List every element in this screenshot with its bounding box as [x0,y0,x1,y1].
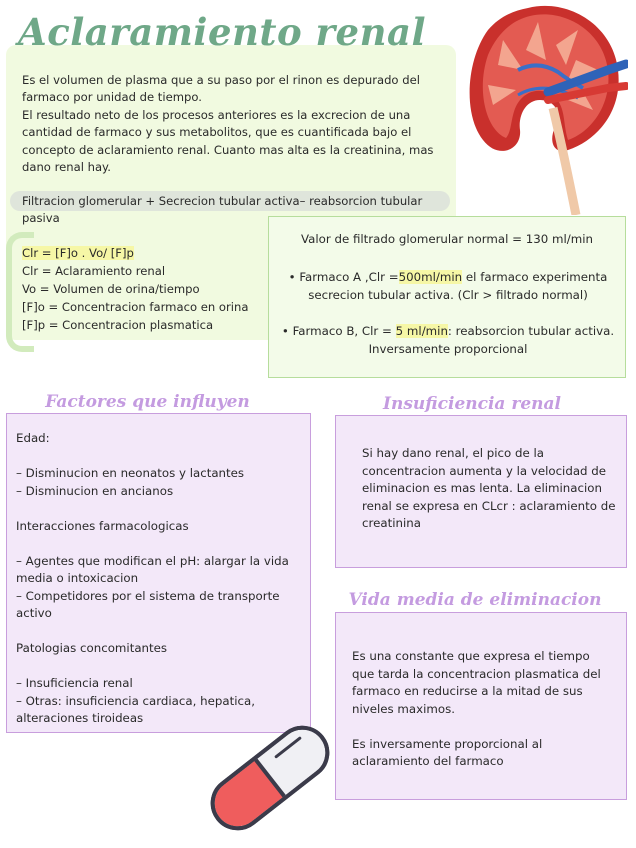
factor-line [16,623,306,641]
intro-text [22,72,442,176]
kidney-illustration [458,0,628,215]
factor-line [16,500,306,518]
definition-formula: Clr = [F]o . Vo/ [F]p [22,246,134,260]
factor-line: – Disminucion en ancianos [16,483,174,498]
definition-item: [F]p = Concentracion plasmatica [22,318,214,332]
filtrado-normal-value: Valor de filtrado glomerular normal = 130 ml/min [301,232,593,246]
definitions-list [22,244,267,334]
vida-media-title: Vida media de eliminacion [336,590,614,610]
definition-item: [F]o = Concentracion farmaco en orina [22,300,249,314]
intro-paragraph-2: El resultado neto de los procesos anteriores es la excrecion de una cantidad de farmaco y sus metabolitos, que es cuantificada bajo el concepto de aclaramiento renal. Cuanto mas alta es la creatinina, mas dano renal hay. [22,107,434,175]
factor-line: – Disminucion en neonatos y lactantes [16,466,245,480]
factores-title: Factores que influyen [45,392,250,412]
vida-media-paragraph-1: Es una constante que expresa el tiempo que tarda la concentracion plasmatica del farmaco en reducirse a la mitad de sus niveles maximos. [352,649,601,716]
definition-item: Vo = Volumen de orina/tiempo [22,282,200,296]
factor-line: Interacciones farmacologicas [16,518,189,533]
intro-paragraph-1: Es el volumen de plasma que a su paso por el rinon es depurado del farmaco por unidad de tiempo. [22,73,420,105]
factor-line: – Insuficiencia renal [16,676,133,690]
factor-line: – Competidores por el sistema de transporte activo [16,588,280,620]
capsule-pill-illustration [200,710,340,845]
factor-line: – Agentes que modifican el pH: alargar la vida media o intoxicacion [16,553,289,585]
factor-line: Edad: [16,431,50,445]
farmaco-b-bullet: • Farmaco B, Clr = 5 ml/min: reabsorcion tubular activa. Inversamente proporcional [281,324,615,356]
vida-media-paragraph-2: Es inversamente proporcional al aclaramiento del farmaco [352,736,543,768]
page-title: Aclaramiento renal [18,10,426,54]
vida-media-text [352,648,614,771]
factor-line [16,535,306,553]
bullet-dot: • [288,270,300,284]
definition-item: Clr = Aclaramiento renal [22,264,166,278]
insuficiencia-text: Si hay dano renal, el pico de la concentracion aumenta y la velocidad de eliminacion es mas lenta. La eliminacion renal se expresa en CLcr : aclaramiento de creatinina [362,446,616,530]
factores-list [16,430,306,728]
clearance-formula: Filtracion glomerular + Secrecion tubular activa– reabsorcion tubular pasiva [22,194,423,225]
farmaco-a-bullet: • Farmaco A ,Clr =500ml/min el farmaco experimenta secrecion tubular activa. (Clr > filtrado normal) [288,270,608,302]
factor-line: Patologias concomitantes [16,641,168,655]
factor-line [16,448,306,466]
factor-line [16,658,306,676]
vida-media-spacer [352,718,614,736]
factor-line: – Otras: insuficiencia cardiaca, hepatica, alteraciones tiroideas [16,693,255,725]
insuficiencia-title: Insuficiencia renal [372,394,572,414]
bullet-dot: • [281,324,293,338]
